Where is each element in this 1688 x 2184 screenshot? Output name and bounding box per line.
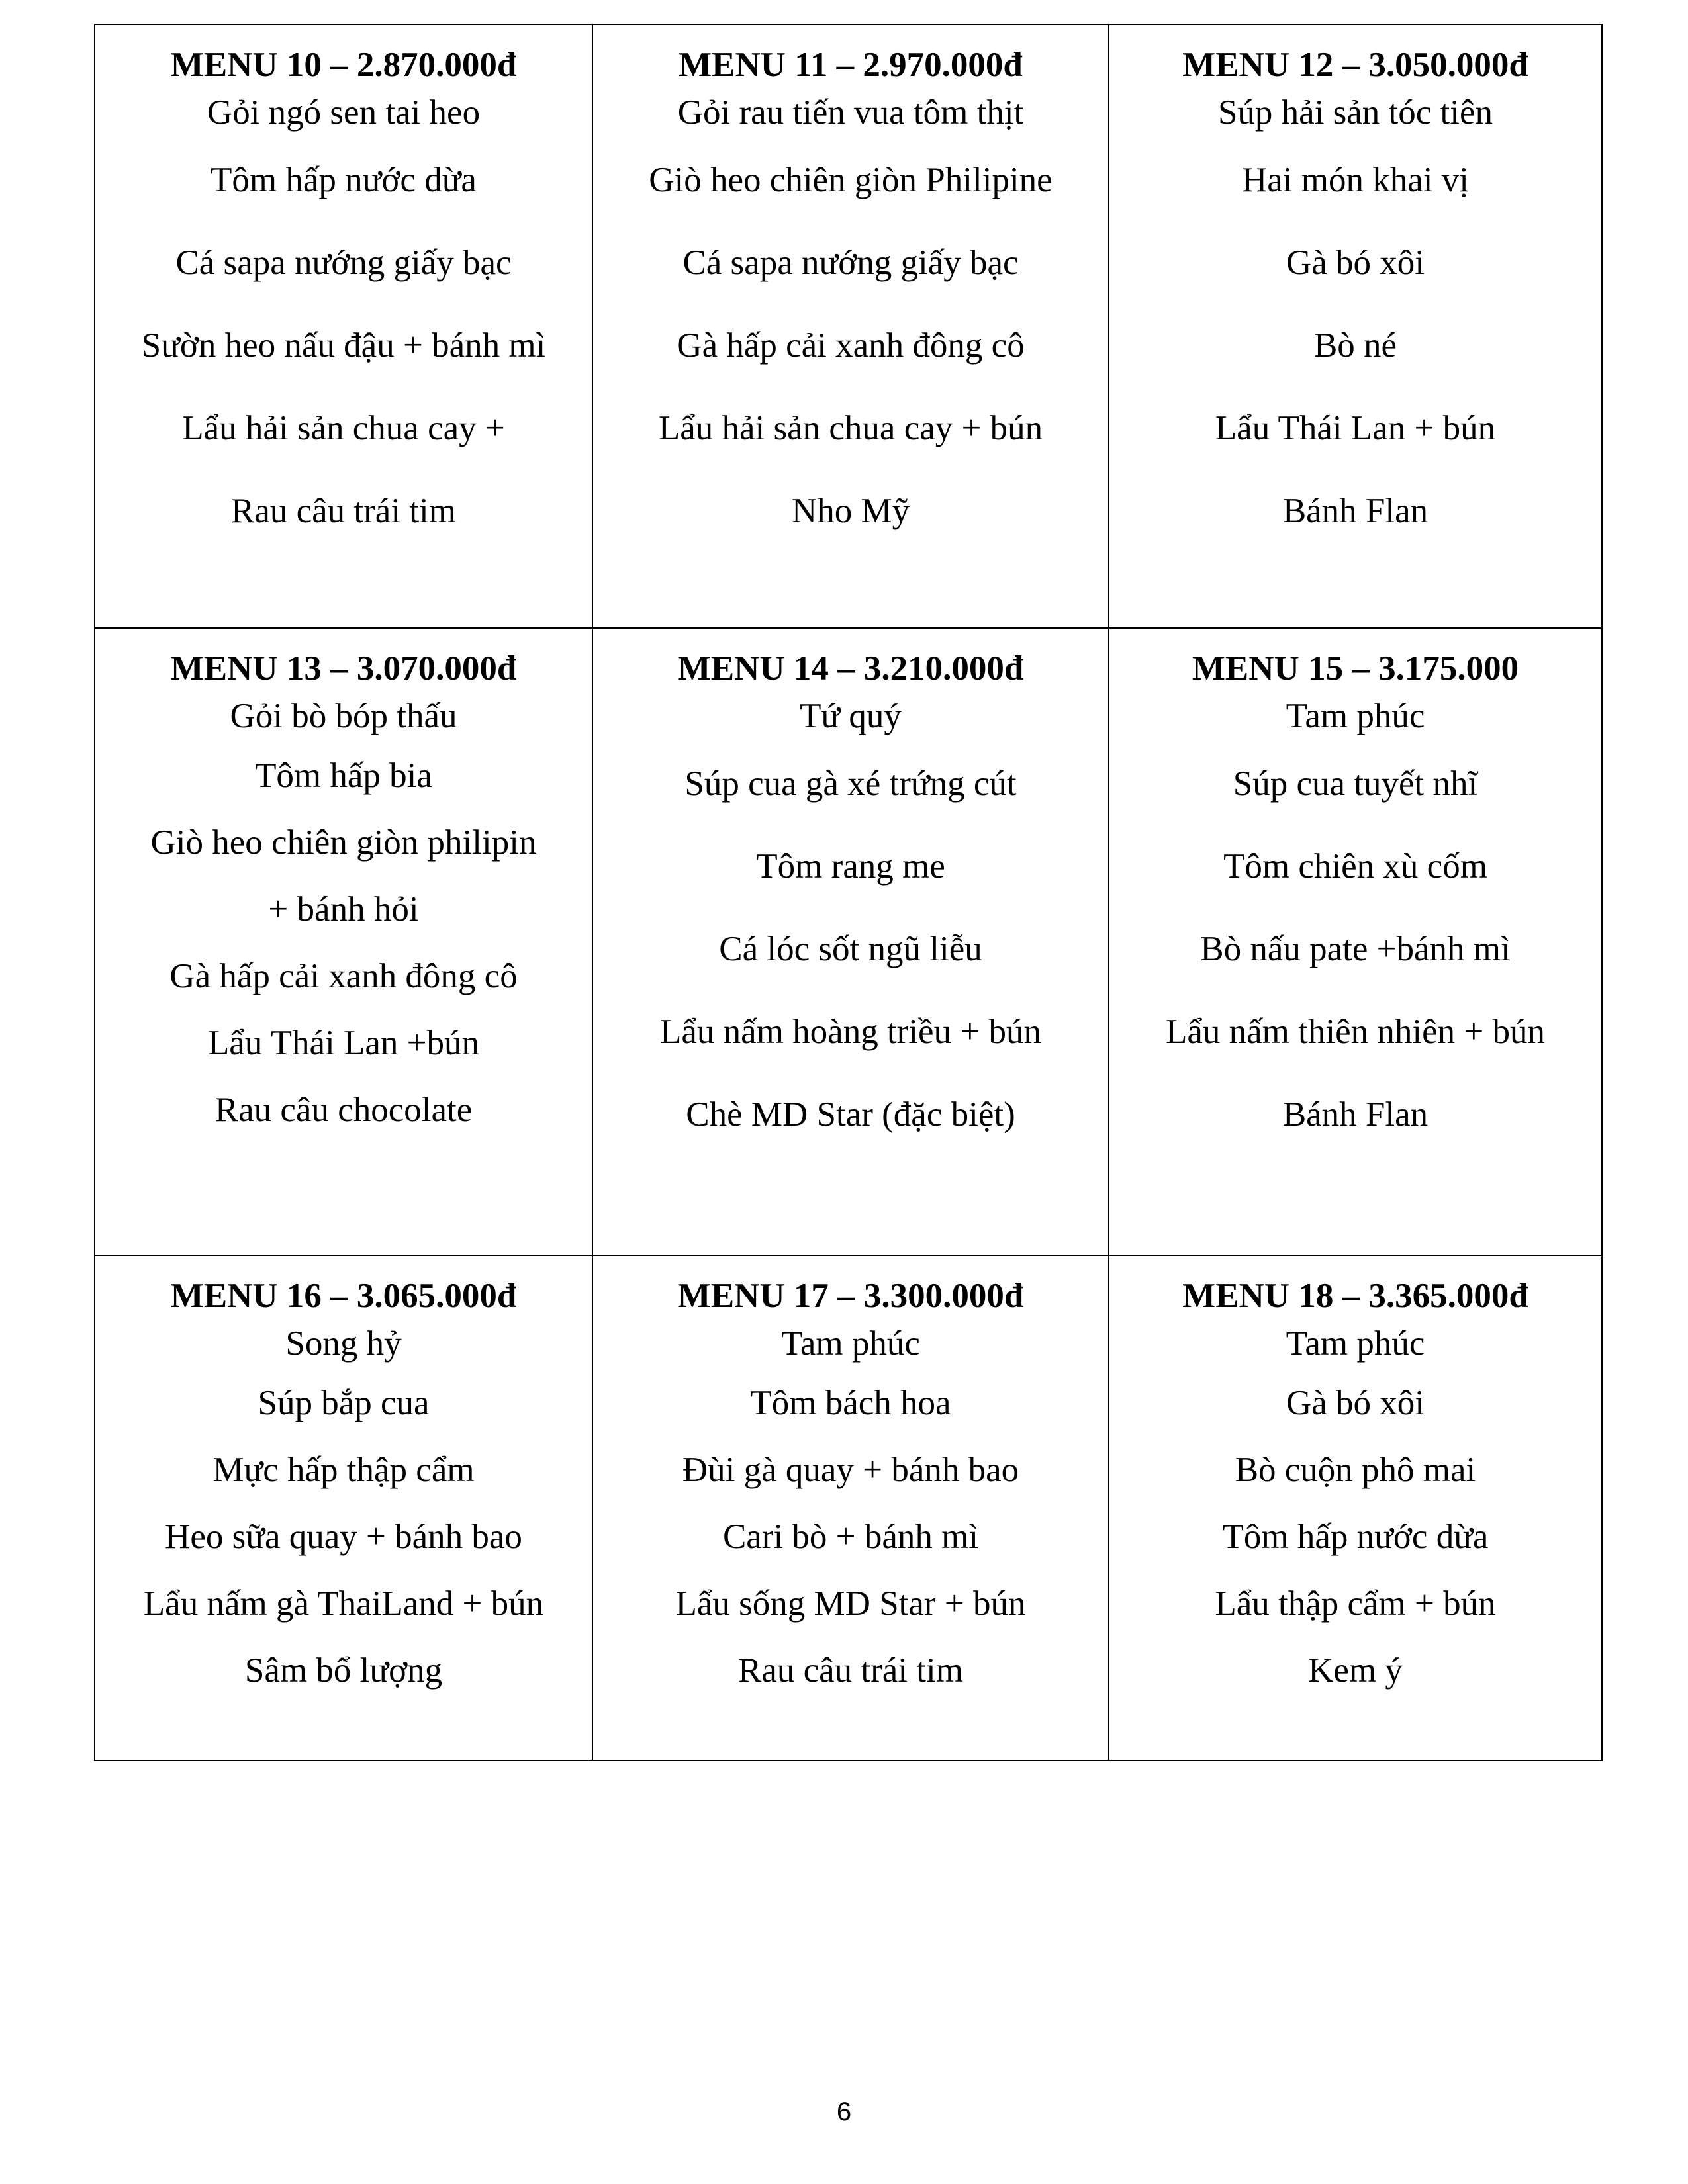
menu-item: Lẩu thập cẩm + bún	[1215, 1584, 1496, 1623]
menu-item: Lẩu Thái Lan +bún	[207, 1024, 480, 1062]
menu-item: Cá lóc sốt ngũ liễu	[719, 930, 982, 968]
menu-item: Lẩu nấm hoàng triều + bún	[660, 1013, 1041, 1051]
menu-item: Súp bắp cua	[258, 1384, 430, 1422]
menu-item: Giò heo chiên giòn Philipine	[649, 161, 1053, 199]
menu-item: Lẩu hải sản chua cay +	[182, 409, 505, 447]
menu-item: Súp hải sản tóc tiên	[1217, 93, 1493, 132]
menu-item: Hai món khai vị	[1242, 161, 1469, 199]
menu-cell-18	[1109, 1255, 1602, 1760]
menu-item: Lẩu sống MD Star + bún	[675, 1584, 1026, 1623]
menu-title: MENU 13 – 3.070.000đ	[170, 649, 517, 688]
menu-item: Tôm bách hoa	[750, 1384, 951, 1422]
menu-title: MENU 10 – 2.870.000đ	[170, 46, 517, 84]
menu-item: Gà bó xôi	[1286, 244, 1425, 282]
menu-item: Gỏi rau tiến vua tôm thịt	[677, 93, 1024, 132]
menu-item: Súp cua gà xé trứng cút	[684, 764, 1017, 803]
menu-title: MENU 17 – 3.300.000đ	[677, 1277, 1024, 1315]
menu-title: MENU 16 – 3.065.000đ	[170, 1277, 517, 1315]
menu-item: Bánh Flan	[1282, 492, 1429, 530]
menu-table	[94, 24, 1603, 1761]
menu-item: Giò heo chiên giòn philipin	[150, 823, 537, 862]
menu-item: Tôm rang me	[756, 847, 945, 886]
menu-item: Tôm chiên xù cốm	[1223, 847, 1487, 886]
menu-item: + bánh hỏi	[268, 890, 419, 929]
menu-item: Rau câu trái tim	[231, 492, 456, 530]
menu-item: Gỏi bò bóp thấu	[230, 697, 457, 735]
menu-cell-12	[1109, 24, 1602, 628]
menu-item: Súp cua tuyết nhĩ	[1233, 764, 1478, 803]
menu-item: Tứ quý	[800, 697, 902, 735]
menu-item: Đùi gà quay + bánh bao	[682, 1451, 1019, 1489]
menu-item: Gà bó xôi	[1286, 1384, 1425, 1422]
menu-item: Rau câu trái tim	[738, 1651, 963, 1690]
menu-item: Lẩu nấm thiên nhiên + bún	[1165, 1013, 1545, 1051]
menu-item: Song hỷ	[285, 1324, 402, 1363]
menu-item: Tam phúc	[1286, 697, 1425, 735]
menu-title: MENU 12 – 3.050.000đ	[1182, 46, 1528, 84]
menu-item: Tôm hấp nước dừa	[211, 161, 477, 199]
menu-item: Lẩu hải sản chua cay + bún	[658, 409, 1043, 447]
menu-cell-15	[1109, 628, 1602, 1255]
menu-row-2	[95, 628, 1602, 1255]
menu-cell-11	[592, 24, 1109, 628]
menu-item: Lẩu nấm gà ThaiLand + bún	[143, 1584, 544, 1623]
menu-item: Sườn heo nấu đậu + bánh mì	[141, 326, 546, 365]
menu-cell-13	[95, 628, 592, 1255]
menu-item: Tam phúc	[781, 1324, 920, 1363]
menu-cell-14	[592, 628, 1109, 1255]
menu-item: Tam phúc	[1286, 1324, 1425, 1363]
menu-item: Lẩu Thái Lan + bún	[1215, 409, 1496, 447]
menu-item: Chè MD Star (đặc biệt)	[686, 1095, 1015, 1134]
menu-title: MENU 11 – 2.970.000đ	[679, 46, 1023, 84]
menu-item: Gà hấp cải xanh đông cô	[677, 326, 1025, 365]
menu-item: Bò né	[1313, 326, 1397, 365]
menu-cell-17	[592, 1255, 1109, 1760]
menu-item: Cá sapa nướng giấy bạc	[175, 244, 512, 282]
menu-row-3	[95, 1255, 1602, 1760]
menu-title: MENU 15 – 3.175.000	[1192, 649, 1519, 688]
menu-item: Heo sữa quay + bánh bao	[165, 1518, 522, 1556]
menu-item: Sâm bổ lượng	[244, 1651, 443, 1690]
menu-item: Gỏi ngó sen tai heo	[207, 93, 481, 132]
menu-item: Bò cuộn phô mai	[1235, 1451, 1476, 1489]
menu-item: Cá sapa nướng giấy bạc	[682, 244, 1019, 282]
menu-item: Kem ý	[1308, 1651, 1403, 1690]
menu-item: Nho Mỹ	[791, 492, 910, 530]
menu-cell-16	[95, 1255, 592, 1760]
menu-cell-10	[95, 24, 592, 628]
page-number: 6	[836, 2097, 852, 2126]
menu-item: Tôm hấp nước dừa	[1222, 1518, 1489, 1556]
menu-title: MENU 14 – 3.210.000đ	[677, 649, 1024, 688]
menu-item: Bánh Flan	[1282, 1095, 1429, 1134]
menu-item: Mực hấp thập cẩm	[212, 1451, 475, 1489]
menu-row-1	[95, 24, 1602, 628]
menu-item: Cari bò + bánh mì	[722, 1518, 979, 1556]
menu-item: Gà hấp cải xanh đông cô	[169, 957, 518, 995]
menu-item: Bò nấu pate +bánh mì	[1200, 930, 1511, 968]
menu-item: Tôm hấp bia	[255, 756, 432, 795]
menu-item: Rau câu chocolate	[214, 1091, 473, 1129]
menu-title: MENU 18 – 3.365.000đ	[1182, 1277, 1528, 1315]
